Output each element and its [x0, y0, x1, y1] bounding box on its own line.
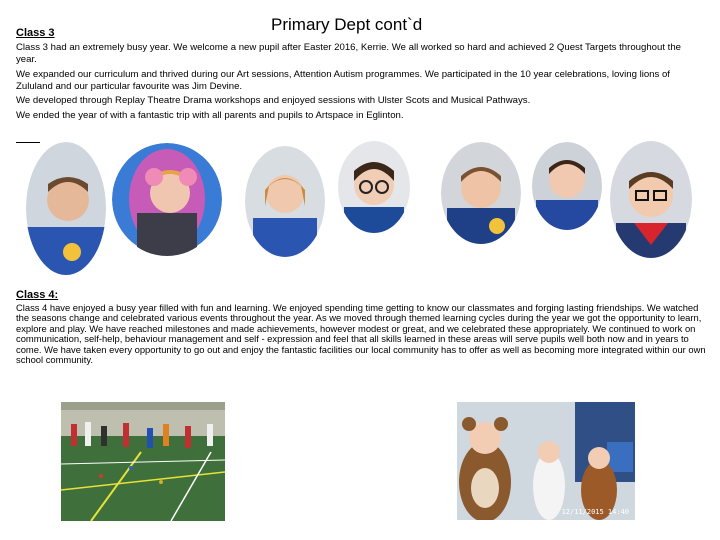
pupil-photo-7 [610, 141, 692, 258]
class3-paragraph-4: We ended the year of with a fantastic trip with all parents and pupils to Artspace in Eglinton. [16, 109, 404, 121]
pupil-photo-5 [441, 142, 521, 244]
page-title: Primary Dept cont`d [271, 15, 423, 34]
pupil-photo-2 [112, 143, 222, 256]
pupil-photo-4 [338, 141, 410, 233]
pupil-photo-6 [532, 142, 602, 230]
sports-hall-photo [61, 402, 225, 521]
pupil-photo-1 [26, 142, 106, 275]
christmas-costume-photo [457, 402, 635, 520]
class4-heading: Class 4: [16, 289, 59, 301]
photo-timestamp: 12/11/2015 14:40 [561, 508, 629, 516]
divider [16, 142, 40, 143]
class4-paragraph: Class 4 have enjoyed a busy year filled with fun and learning. We enjoyed spending time getting to know our classmates and forging lasting friendships. We watched the seasons change and celebrated various events throughout the year. As we moved through themed learning cycles during the year we got the opportunity to learn, explore and play. We have reached milestones and made achievements, however modest or great, and we celebrated these appropriately. We continued to work on communication, self-help, behaviour management and self - expression and feel that all skills learned in these areas will serve pupils well both now and in years to come. We have taken every opportunity to go out and enjoy the fantastic facilities our local community has to offer as well as becoming more integrated within our own school community. [16, 302, 706, 366]
class3-paragraph-2: We expanded our curriculum and thrived during our Art sessions, Attention Autism programmes. We participated in the 10 year celebrations, loving lions of Zululand and our particular favourite was Jim Devine. [16, 68, 670, 92]
pupil-photo-3 [245, 146, 325, 257]
class3-paragraph-3: We developed through Replay Theatre Drama workshops and enjoyed sessions with Ulster Scots and Musical Pathways. [16, 95, 531, 107]
class3-heading: Class 3 [16, 27, 55, 39]
class3-paragraph-1: Class 3 had an extremely busy year. We welcome a new pupil after Easter 2016, Kerrie. We all worked so hard and achieved 2 Quest Targets throughout the year. [16, 42, 681, 65]
class3-text [16, 42, 702, 124]
